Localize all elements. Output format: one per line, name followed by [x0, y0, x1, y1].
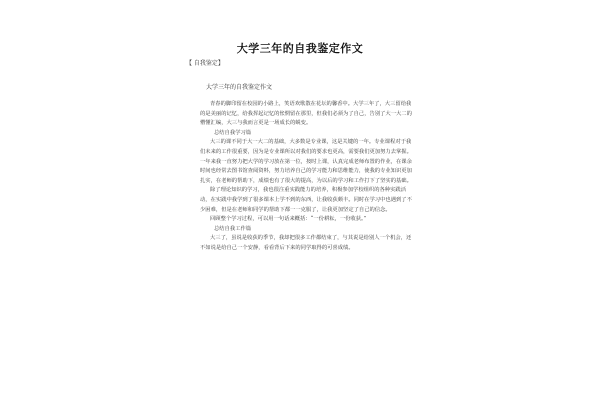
- paragraph-intro: 青春的脚印留在校园的小路上，笑语欢歌散在花坛的馨香中。大学三年了，大三留给我的是美丽的记忆，给我挥起记忆的怅惘留在那里，但我们必须为了自己，告别了大一大二的懵懂汇编，大三与我而言更是一场成长的蜕变。: [200, 101, 412, 127]
- paragraph-study: 大三的课不同于大一大二的基础，大多数是专业课，这是关键的一年。专业课程对于我们未来的工作很重要，因为是专业课所以对我们的要求也更高，需要我们更加努力去掌握。一年来我一直努力把大学的学习放在第一位，按时上课，认真完成老师布置的作业，在课余时间也经常去图书馆查阅资料，努力培养自己的学习能力和思维能力，使我的专业知识更加扎实，在老师的帮助下，成绩也有了很大的提高，为以后的学习和工作打下了坚实的基础。: [200, 139, 412, 184]
- category-tag: 【 自我鉴定】: [186, 60, 224, 67]
- section-heading-study: 总结自我学习篇: [214, 129, 252, 136]
- paragraph-practice: 除了理论知识的学习，我也很注重实践能力的培养，积极参加学校组织的各种实践活动，在实践中我学到了很多课本上学不到的东西，让我收获颇丰。同时在学习中也遇到了不少困难，但是在老师和同学的帮助下都一一克服了，让我更加坚定了自己的信念。: [200, 187, 412, 213]
- document-body: [200, 100, 414, 254]
- page-title: 大学三年的自我鉴定作文: [236, 42, 364, 55]
- document-subtitle: 大学三年的自我鉴定作文: [206, 84, 273, 91]
- section-heading-work: 总结自我工作篇: [214, 225, 252, 232]
- paragraph-work: 大三了，虽说是收获的季节，我却把很多工作都结束了，与其说是给别人一个机会，还不如说是给自己一个安静，看看背后下来的同学取得的可喜成绩。: [200, 235, 412, 251]
- paragraph-summary: 回顾整个学习过程，可以用一句话来概括：“一份耕耘，一份收获。”: [210, 216, 367, 223]
